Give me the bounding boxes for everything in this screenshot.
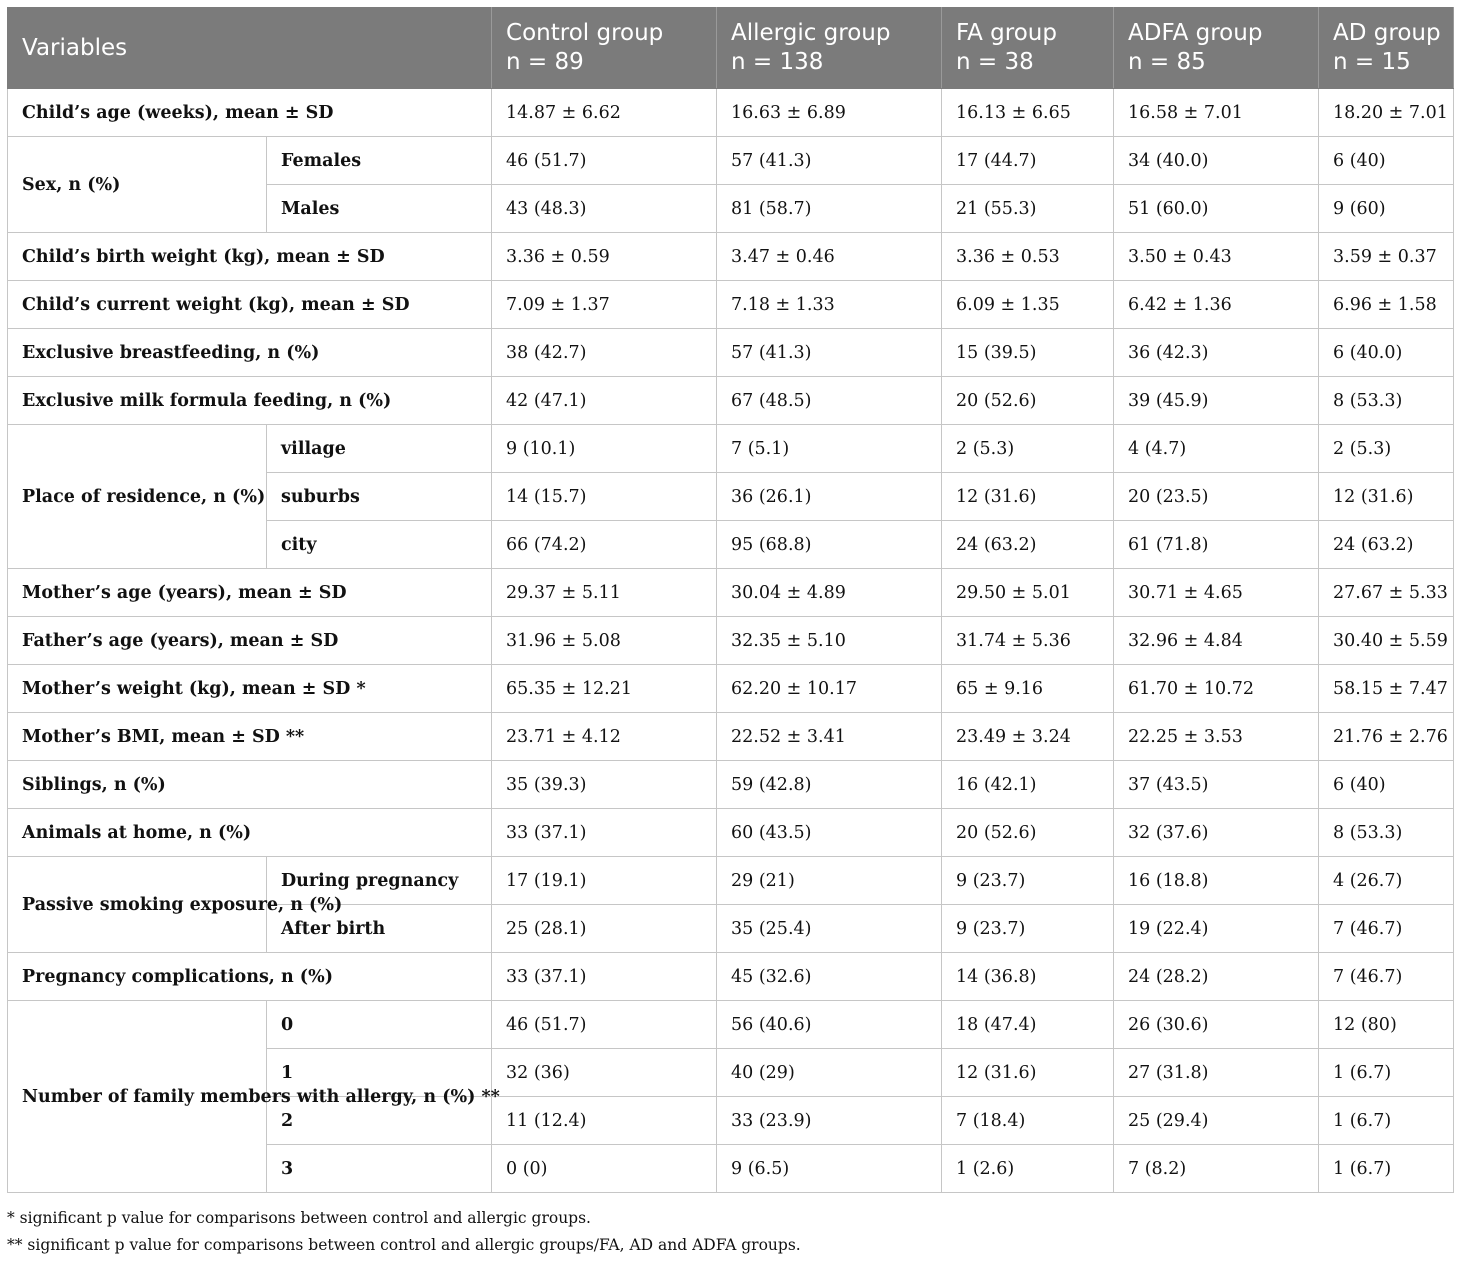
table-cell: 32 (37.6) [1114,809,1319,857]
table-cell: 8 (53.3) [1319,809,1454,857]
table-cell: 1 (6.7) [1319,1049,1454,1097]
table-row [8,569,1454,617]
table-row [8,857,1454,905]
table-cell: 67 (48.5) [717,377,942,425]
table-cell: 25 (28.1) [492,905,717,953]
header-cell-ad [1319,8,1454,89]
table-cell: 33 (23.9) [717,1097,942,1145]
table-cell: 3.36 ± 0.59 [492,233,717,281]
header-title: Variables [22,34,128,61]
table-cell: 60 (43.5) [717,809,942,857]
table-cell: 18.20 ± 7.01 [1319,89,1454,137]
table-row [8,137,1454,185]
table-cell: 9 (10.1) [492,425,717,473]
table-cell: 14 (36.8) [942,953,1114,1001]
table-cell: 0 (0) [492,1145,717,1193]
table-cell: 23.49 ± 3.24 [942,713,1114,761]
table-cell: 7 (5.1) [717,425,942,473]
table-cell: 38 (42.7) [492,329,717,377]
table-cell: 29.50 ± 5.01 [942,569,1114,617]
table-cell: 12 (31.6) [942,473,1114,521]
footnote-2: ** significant p value for comparisons between control and allergic groups/FA, AD and ADFA groups. [7,1236,801,1254]
row-sublabel: Females [267,137,492,185]
table-cell: 6 (40) [1319,137,1454,185]
table-cell: 30.40 ± 5.59 [1319,617,1454,665]
table-cell: 62.20 ± 10.17 [717,665,942,713]
table-cell: 46 (51.7) [492,1001,717,1049]
table-header [8,8,1454,89]
header-cell-variables [8,8,492,89]
table-cell: 58.15 ± 7.47 [1319,665,1454,713]
row-group-label: Number of family members with allergy, n (%) ** [8,1001,267,1193]
row-label: Animals at home, n (%) [8,809,492,857]
header-count: n = 89 [506,49,584,75]
table-cell: 21 (55.3) [942,185,1114,233]
header-title: FA group [956,20,1057,46]
table-cell: 1 (6.7) [1319,1097,1454,1145]
table-cell: 24 (63.2) [1319,521,1454,569]
table-cell: 95 (68.8) [717,521,942,569]
row-label: Child’s age (weeks), mean ± SD [8,89,492,137]
table-cell: 45 (32.6) [717,953,942,1001]
table-cell: 17 (19.1) [492,857,717,905]
table-cell: 16 (18.8) [1114,857,1319,905]
table-cell: 24 (63.2) [942,521,1114,569]
table-cell: 22.25 ± 3.53 [1114,713,1319,761]
table-row [8,233,1454,281]
table-row [8,89,1454,137]
table-cell: 16.63 ± 6.89 [717,89,942,137]
table-cell: 32.96 ± 4.84 [1114,617,1319,665]
table-cell: 7 (8.2) [1114,1145,1319,1193]
table-row [8,953,1454,1001]
table-row [8,329,1454,377]
table-cell: 39 (45.9) [1114,377,1319,425]
table-cell: 26 (30.6) [1114,1001,1319,1049]
table-cell: 33 (37.1) [492,953,717,1001]
table-cell: 65 ± 9.16 [942,665,1114,713]
table-cell: 65.35 ± 12.21 [492,665,717,713]
row-label: Father’s age (years), mean ± SD [8,617,492,665]
header-row [8,8,1454,89]
table-row [8,377,1454,425]
table-cell: 29 (21) [717,857,942,905]
table-cell: 7 (46.7) [1319,905,1454,953]
table-cell: 2 (5.3) [1319,425,1454,473]
table-cell: 20 (52.6) [942,809,1114,857]
header-count: n = 138 [731,49,824,75]
table-cell: 12 (80) [1319,1001,1454,1049]
table-cell: 9 (6.5) [717,1145,942,1193]
table-cell: 3.50 ± 0.43 [1114,233,1319,281]
table-cell: 35 (25.4) [717,905,942,953]
table-cell: 20 (52.6) [942,377,1114,425]
row-group-label: Sex, n (%) [8,137,267,233]
table-cell: 40 (29) [717,1049,942,1097]
table-cell: 15 (39.5) [942,329,1114,377]
table-cell: 27.67 ± 5.33 [1319,569,1454,617]
row-group-label: Passive smoking exposure, n (%) [8,857,267,953]
footnote-1: * significant p value for comparisons between control and allergic groups. [7,1209,591,1227]
table-cell: 30.71 ± 4.65 [1114,569,1319,617]
table-cell: 34 (40.0) [1114,137,1319,185]
table-cell: 3.36 ± 0.53 [942,233,1114,281]
table-cell: 57 (41.3) [717,329,942,377]
table-cell: 42 (47.1) [492,377,717,425]
table-cell: 36 (26.1) [717,473,942,521]
table-body [8,89,1454,1193]
table-cell: 30.04 ± 4.89 [717,569,942,617]
table-cell: 31.74 ± 5.36 [942,617,1114,665]
table-cell: 81 (58.7) [717,185,942,233]
table-cell: 46 (51.7) [492,137,717,185]
table-cell: 3.59 ± 0.37 [1319,233,1454,281]
row-sublabel: 2 [267,1097,492,1145]
table-cell: 14.87 ± 6.62 [492,89,717,137]
row-sublabel: 0 [267,1001,492,1049]
table-cell: 32.35 ± 5.10 [717,617,942,665]
table-cell: 57 (41.3) [717,137,942,185]
table-cell: 8 (53.3) [1319,377,1454,425]
header-count: n = 85 [1128,49,1206,75]
table-cell: 31.96 ± 5.08 [492,617,717,665]
table-cell: 23.71 ± 4.12 [492,713,717,761]
table-cell: 9 (23.7) [942,905,1114,953]
header-cell-adfa [1114,8,1319,89]
table-row [8,425,1454,473]
header-cell-fa [942,8,1114,89]
table-cell: 43 (48.3) [492,185,717,233]
table-cell: 7 (18.4) [942,1097,1114,1145]
table-cell: 9 (23.7) [942,857,1114,905]
row-sublabel: village [267,425,492,473]
header-title: Allergic group [731,20,891,46]
table-cell: 51 (60.0) [1114,185,1319,233]
table-cell: 6.42 ± 1.36 [1114,281,1319,329]
table-cell: 9 (60) [1319,185,1454,233]
row-label: Pregnancy complications, n (%) [8,953,492,1001]
table-cell: 6 (40) [1319,761,1454,809]
header-title: ADFA group [1128,20,1263,46]
table-cell: 1 (2.6) [942,1145,1114,1193]
row-label: Mother’s weight (kg), mean ± SD * [8,665,492,713]
table-cell: 1 (6.7) [1319,1145,1454,1193]
table-cell: 14 (15.7) [492,473,717,521]
table-cell: 4 (4.7) [1114,425,1319,473]
row-sublabel: 3 [267,1145,492,1193]
table-cell: 2 (5.3) [942,425,1114,473]
table-cell: 17 (44.7) [942,137,1114,185]
table-cell: 21.76 ± 2.76 [1319,713,1454,761]
table-cell: 7.18 ± 1.33 [717,281,942,329]
table-cell: 6.96 ± 1.58 [1319,281,1454,329]
table-row [8,809,1454,857]
table-cell: 29.37 ± 5.11 [492,569,717,617]
row-group-label: Place of residence, n (%) [8,425,267,569]
table-cell: 59 (42.8) [717,761,942,809]
table-row [8,761,1454,809]
table-cell: 18 (47.4) [942,1001,1114,1049]
row-sublabel: 1 [267,1049,492,1097]
table-cell: 7.09 ± 1.37 [492,281,717,329]
table-cell: 27 (31.8) [1114,1049,1319,1097]
table-cell: 16.13 ± 6.65 [942,89,1114,137]
row-sublabel: After birth [267,905,492,953]
row-sublabel: city [267,521,492,569]
table-cell: 22.52 ± 3.41 [717,713,942,761]
table-cell: 61 (71.8) [1114,521,1319,569]
table-cell: 12 (31.6) [942,1049,1114,1097]
table-cell: 32 (36) [492,1049,717,1097]
row-label: Siblings, n (%) [8,761,492,809]
table-cell: 36 (42.3) [1114,329,1319,377]
row-sublabel: During pregnancy [267,857,492,905]
header-count: n = 38 [956,49,1034,75]
header-cell-allergic [717,8,942,89]
data-table [7,7,1454,1193]
table-cell: 11 (12.4) [492,1097,717,1145]
table-cell: 12 (31.6) [1319,473,1454,521]
header-cell-control [492,8,717,89]
table-cell: 6.09 ± 1.35 [942,281,1114,329]
header-count: n = 15 [1333,49,1411,75]
header-title: Control group [506,20,664,46]
table-cell: 66 (74.2) [492,521,717,569]
table-cell: 56 (40.6) [717,1001,942,1049]
table-cell: 20 (23.5) [1114,473,1319,521]
header-title: AD group [1333,20,1441,46]
table-cell: 19 (22.4) [1114,905,1319,953]
table-cell: 24 (28.2) [1114,953,1319,1001]
table-cell: 61.70 ± 10.72 [1114,665,1319,713]
row-label: Mother’s age (years), mean ± SD [8,569,492,617]
row-label: Exclusive breastfeeding, n (%) [8,329,492,377]
row-label: Exclusive milk formula feeding, n (%) [8,377,492,425]
table-cell: 3.47 ± 0.46 [717,233,942,281]
table-cell: 25 (29.4) [1114,1097,1319,1145]
row-label: Child’s current weight (kg), mean ± SD [8,281,492,329]
table-row [8,281,1454,329]
table-row [8,1001,1454,1049]
table-row [8,713,1454,761]
table-cell: 33 (37.1) [492,809,717,857]
table-cell: 16.58 ± 7.01 [1114,89,1319,137]
row-label: Mother’s BMI, mean ± SD ** [8,713,492,761]
table-cell: 6 (40.0) [1319,329,1454,377]
table-cell: 35 (39.3) [492,761,717,809]
table-cell: 16 (42.1) [942,761,1114,809]
table-cell: 7 (46.7) [1319,953,1454,1001]
row-sublabel: suburbs [267,473,492,521]
row-sublabel: Males [267,185,492,233]
table-row [8,617,1454,665]
row-label: Child’s birth weight (kg), mean ± SD [8,233,492,281]
table-cell: 4 (26.7) [1319,857,1454,905]
table-cell: 37 (43.5) [1114,761,1319,809]
table-row [8,665,1454,713]
